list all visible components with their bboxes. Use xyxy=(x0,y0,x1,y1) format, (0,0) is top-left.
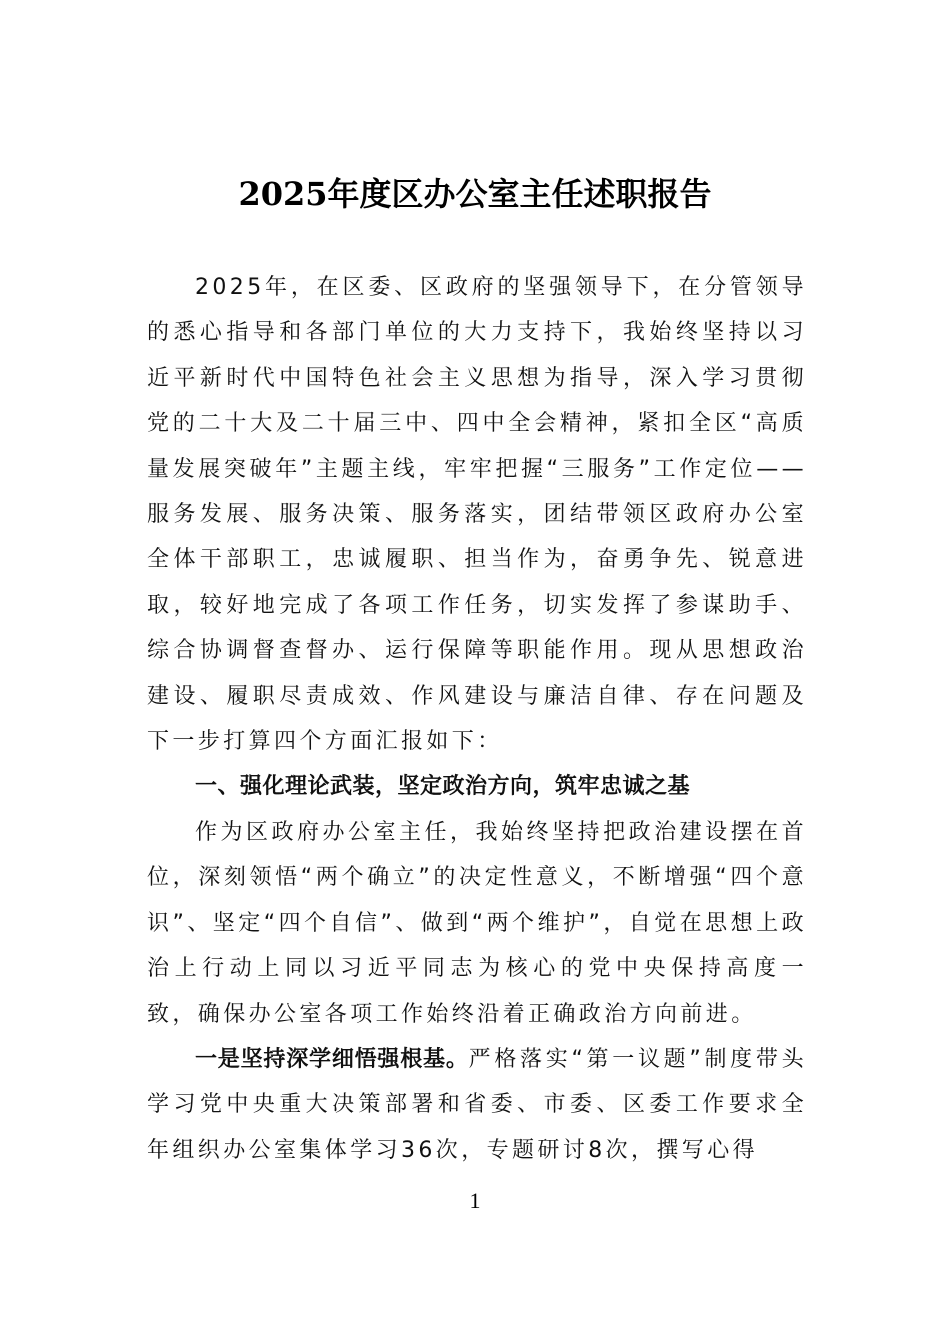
point-lead-text: 一是坚持深学细悟强根基。 xyxy=(195,1046,469,1072)
point-body-text: 严格落实“第一议题”制度带头学习党中央重大决策部署和省委、市委、区委工作要求全年组织办公室集体学习36次，专题研讨8次，撰写心得 xyxy=(147,1046,807,1163)
document-title: 2025年度区办公室主任述职报告 xyxy=(238,175,712,213)
section-1-point-1 xyxy=(147,1037,807,1173)
page-number: 1 xyxy=(469,1188,481,1213)
section-heading-1: 一、强化理论武装，坚定政治方向，筑牢忠诚之基 xyxy=(195,774,691,800)
section-1-paragraph: 作为区政府办公室主任，我始终坚持把政治建设摆在首位，深刻领悟“两个确立”的决定性意义，不断增强“四个意识”、坚定“四个自信”、做到“两个维护”，自觉在思想上政治上行动上同以习近平同志为核心的党中央保持高度一致，确保办公室各项工作始终沿着正确政治方向前进。 xyxy=(147,819,807,1027)
intro-paragraph: 2025年，在区委、区政府的坚强领导下，在分管领导的悉心指导和各部门单位的大力支持下，我始终坚持以习近平新时代中国特色社会主义思想为指导，深入学习贯彻党的二十大及二十届三中、四中全会精神，紧扣全区“高质量发展突破年”主题主线，牢牢把握“三服务”工作定位——服务发展、服务决策、服务落实，团结带领区政府办公室全体干部职工，忠诚履职、担当作为，奋勇争先、锐意进取，较好地完成了各项工作任务，切实发挥了参谋助手、综合协调督查督办、运行保障等职能作用。现从思想政治建设、履职尽责成效、作风建设与廉洁自律、存在问题及下一步打算四个方面汇报如下： xyxy=(147,275,807,755)
document-body xyxy=(147,265,807,1173)
